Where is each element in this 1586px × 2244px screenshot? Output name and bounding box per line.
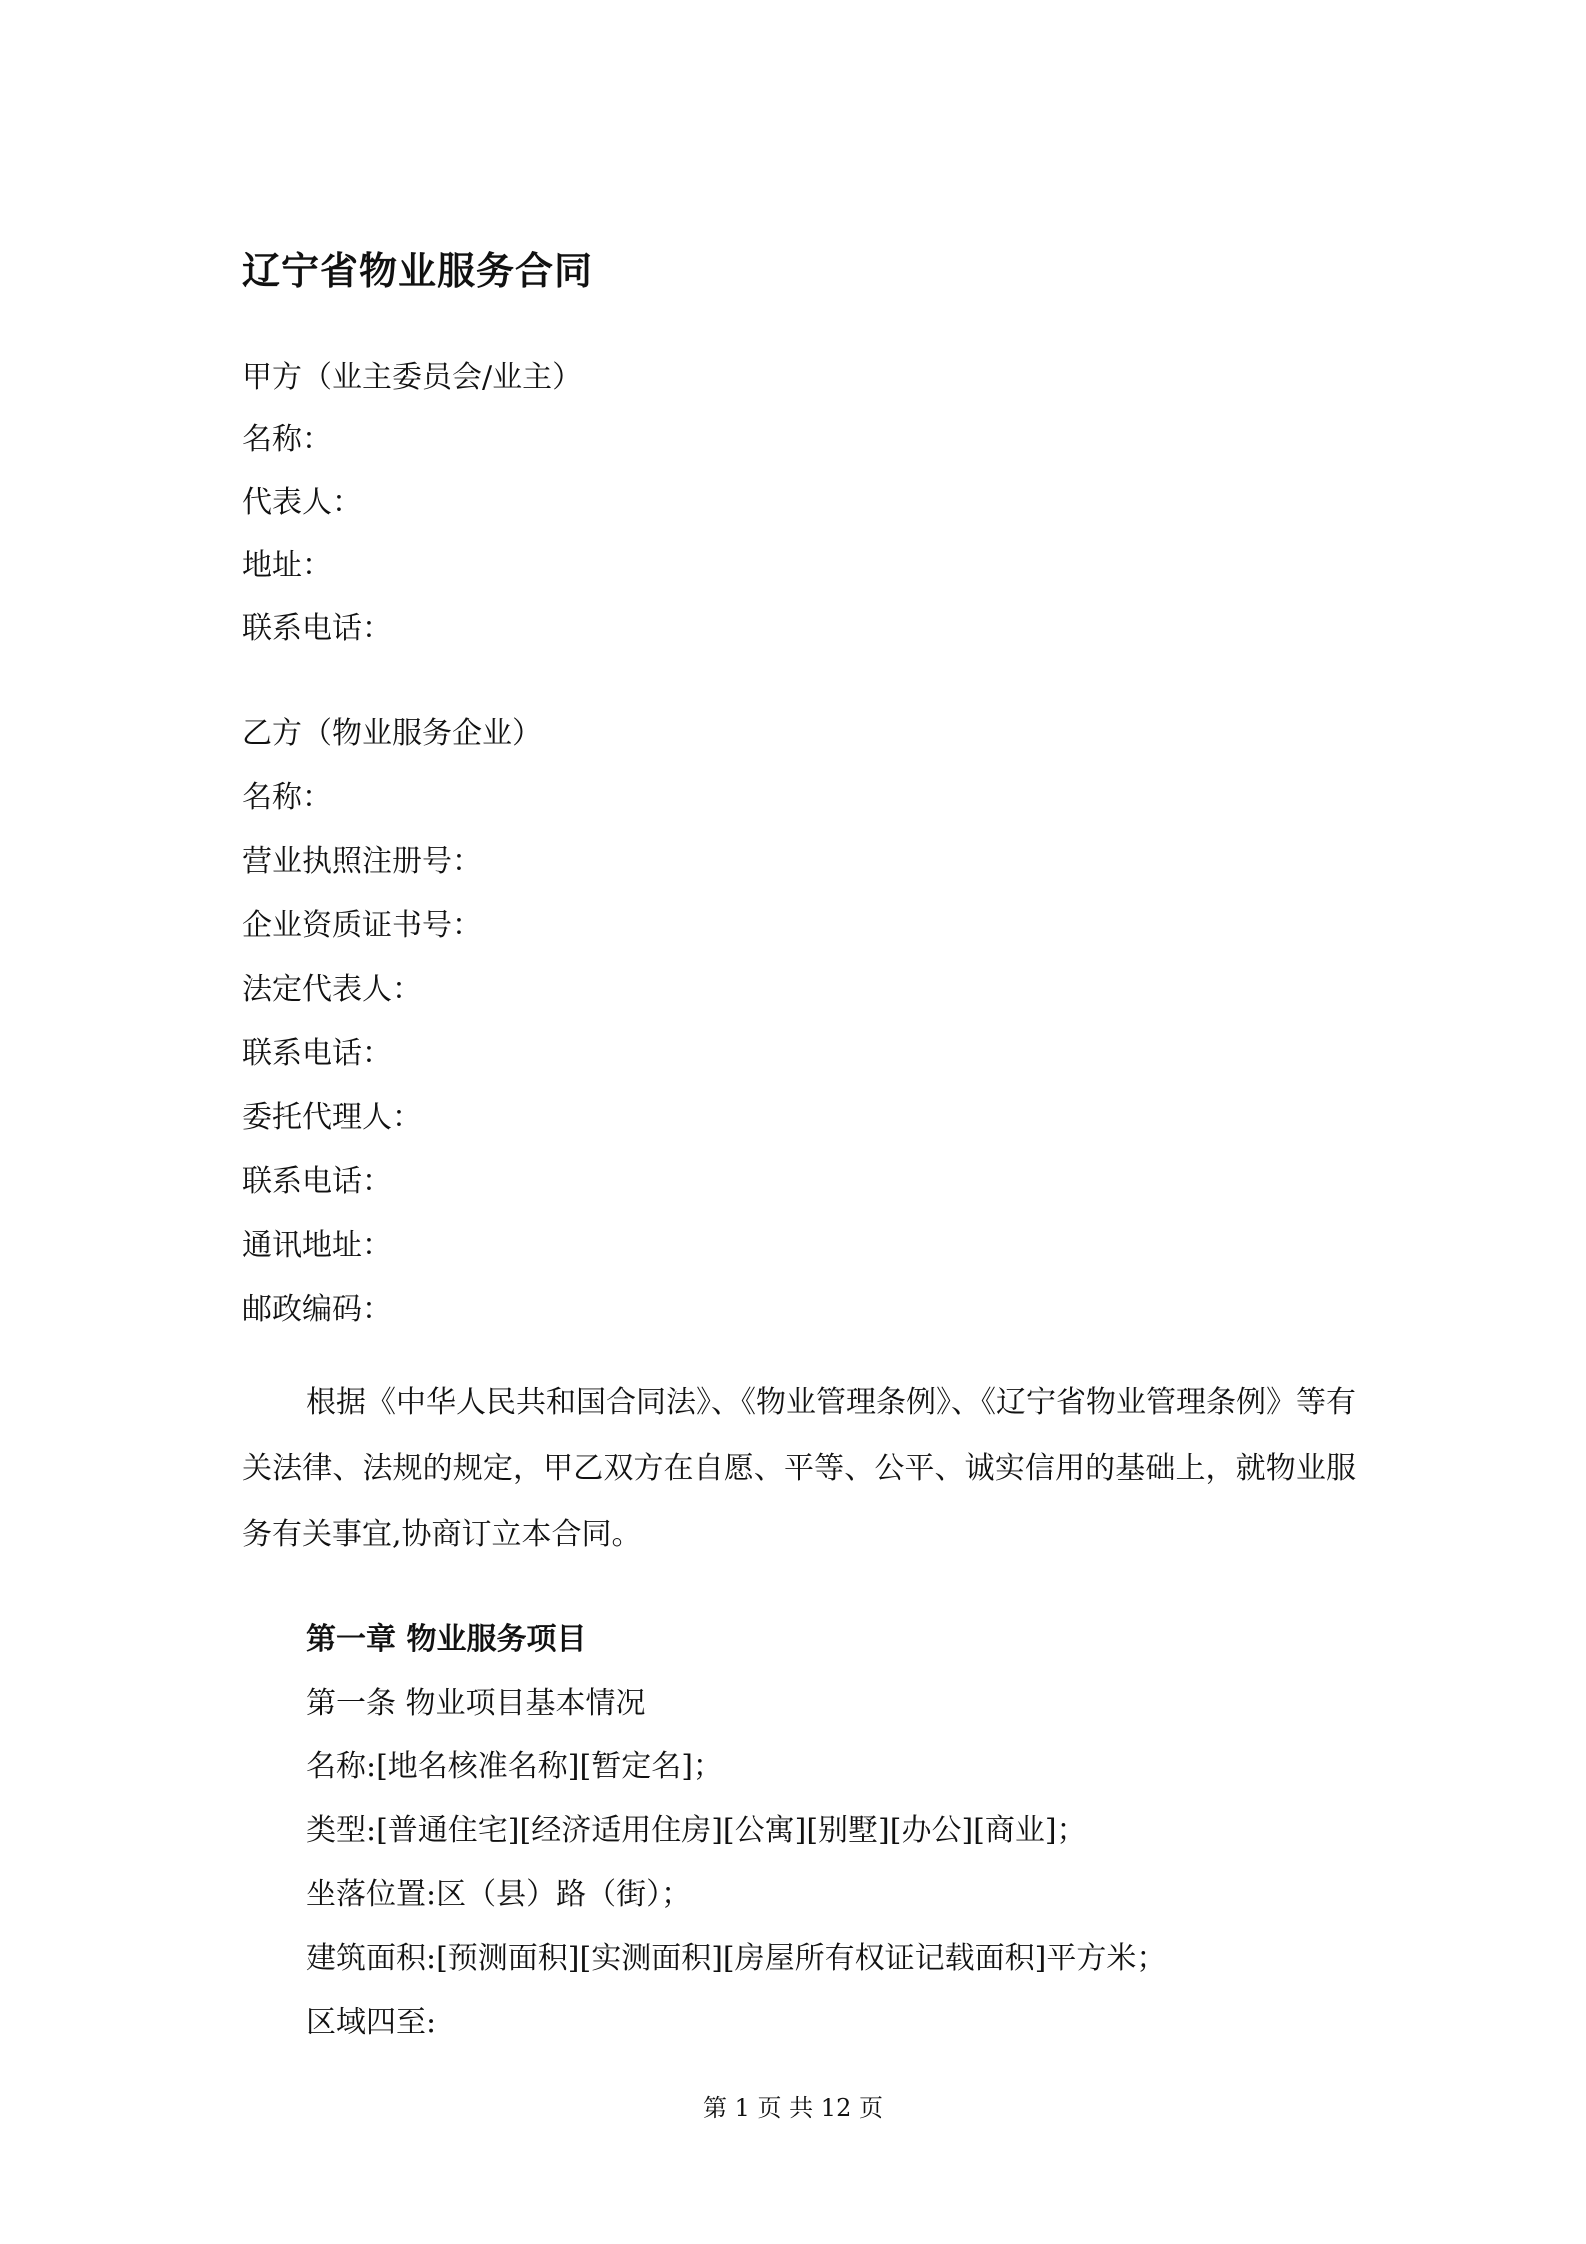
article-1-heading: 第一条 物业项目基本情况: [306, 1686, 646, 1721]
party-a-name-field: 名称：: [242, 422, 332, 457]
party-b-heading: 乙方（物业服务企业）: [242, 716, 542, 751]
party-b-postcode-field: 邮政编码：: [242, 1292, 392, 1327]
article-1-item-location: 坐落位置:区（县）路（街）；: [306, 1877, 692, 1912]
party-a-representative-field: 代表人：: [242, 485, 362, 520]
party-a-phone-field: 联系电话：: [242, 611, 392, 646]
party-b-legal-rep-field: 法定代表人：: [242, 972, 422, 1007]
party-b-agent-field: 委托代理人：: [242, 1100, 422, 1135]
party-b-phone-field: 联系电话：: [242, 1036, 392, 1071]
article-1-item-area: 建筑面积:[预测面积][实测面积][房屋所有权证记载面积]平方米；: [306, 1941, 1167, 1976]
party-b-name-field: 名称：: [242, 780, 332, 815]
article-1-item-type: 类型:[普通住宅][经济适用住房][公寓][别墅][办公][商业]；: [306, 1813, 1087, 1848]
document-title: 辽宁省物业服务合同: [242, 249, 594, 293]
party-b-agent-phone-field: 联系电话：: [242, 1164, 392, 1199]
chapter-1-heading: 第一章 物业服务项目: [306, 1622, 587, 1657]
article-1-item-name: 名称:[地名核准名称][暂定名]；: [306, 1749, 723, 1784]
preamble-paragraph: 根据《中华人民共和国合同法》、《物业管理条例》、《辽宁省物业管理条例》等有关法律、法规的规定，甲乙双方在自愿、平等、公平、诚实信用的基础上，就物业服务有关事宜,协商订立本合同。: [242, 1385, 1356, 1552]
article-1-item-boundaries: 区域四至:: [306, 2005, 437, 2040]
party-b-qualification-field: 企业资质证书号：: [242, 908, 482, 943]
party-a-heading: 甲方（业主委员会/业主）: [242, 360, 583, 395]
party-a-address-field: 地址：: [242, 548, 332, 583]
page-number-footer: 第 1 页 共 12 页: [703, 2094, 883, 2122]
party-b-mail-address-field: 通讯地址：: [242, 1228, 392, 1263]
party-b-license-field: 营业执照注册号：: [242, 844, 482, 879]
